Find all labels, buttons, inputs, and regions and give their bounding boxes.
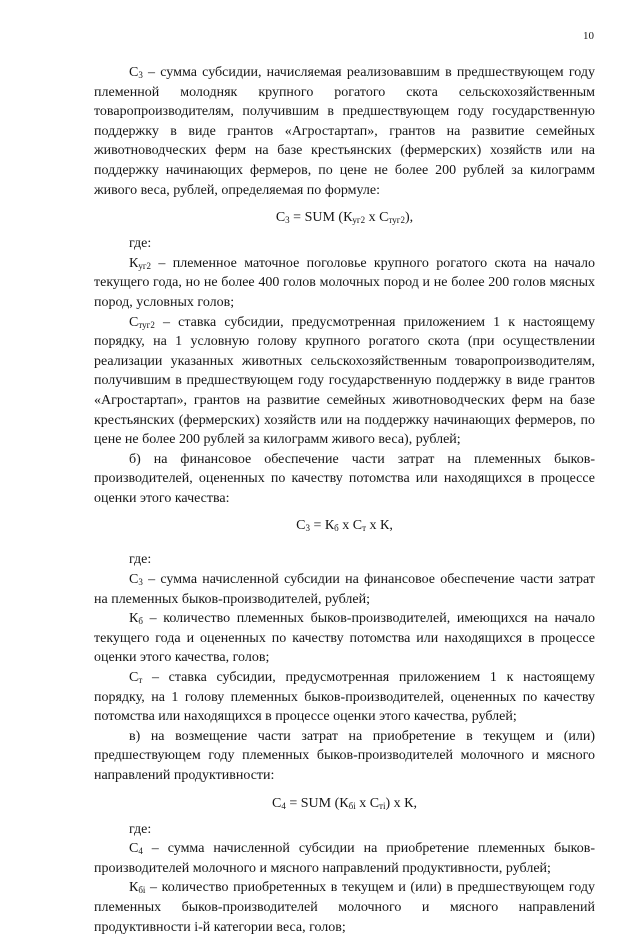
formula-c4-sum: $С_4$ = SUM ($К_{бi}$ х $С_{тi}$) х К,	[272, 795, 417, 811]
paragraph-c3-bulls-definition: $С_3$ – сумма начисленной субсидии на финансовое обеспечение части затрат на племенных быков-производителей, рублей;	[94, 572, 595, 607]
paragraph-kbi-definition: $К_{бi}$ – количество приобретенных в текущем и (или) в предшествующем году племенных быков-производителей молочного и мясного направлений продуктивности i-й категории веса, голов;	[94, 880, 595, 935]
paragraph-kb-definition: $К_б$ – количество племенных быков-производителей, имеющихся на начало текущего года и оцененных по качеству потомства или находящихся в процессе оценки этого качества, голов;	[94, 611, 595, 666]
paragraph-kug2-definition: $К_{уг2}$ – племенное маточное поголовье крупного рогатого скота на начало текущего года, но не более 400 голов молочных пород и не более 200 голов мясных пород, условных голов;	[94, 255, 595, 310]
paragraph-ct-definition: $С_т$ – ставка субсидии, предусмотренная приложением 1 к настоящему порядку, на 1 голову племенных быков-производителей, оцененных по качеству потомства или находящихся в процессе оценки этого качества, рублей;	[94, 670, 595, 725]
where-label: где:	[129, 236, 152, 252]
document-body	[94, 63, 595, 937]
where-label: где:	[129, 821, 152, 837]
paragraph-c3-definition: $С_3$ – сумма субсидии, начисляемая реализовавшим в предшествующем году племенной молодняк крупного рогатого скота сельскохозяйственным товаропроизводителям, получившим в предшествующем году государственную поддержку в виде грантов «Агростартап», грантов на развитие семейных животноводческих ферм на базе крестьянских (фермерских) хозяйств или на поддержку начинающих фермеров, по цене не более 200 рублей за килограмм живого веса, рублей, определяемая по формуле:	[94, 65, 595, 198]
where-label: где:	[129, 552, 152, 568]
paragraph-item-v: в) на возмещение части затрат на приобретение в текущем и (или) предшествующем году племенных быков-производителей молочного и мясного направлений продуктивности:	[94, 728, 595, 783]
formula-c3-product: $С_3 = К_б$ х $С_т$ х К,	[296, 518, 393, 534]
formula-c3-sum: $С_3$ = SUM ($К_{уг2}$ х $С_{туг2}$),	[275, 210, 414, 226]
page-number: 10	[583, 30, 594, 42]
paragraph-c4-definition: $С_4$ – сумма начисленной субсидии на приобретение племенных быков-производителей молочного и мясного направлений продуктивности, рублей;	[94, 841, 595, 876]
paragraph-ctug2-definition: $С_{туг2}$ – ставка субсидии, предусмотренная приложением 1 к настоящему порядку, на 1 условную голову крупного рогатого скота (при осуществлении реализации указанных животных сельскохозяйственным товаропроизводителям, получившим в предшествующем году государственную поддержку в виде грантов «Агростартап», грантов на развитие семейных животноводческих ферм на базе крестьянских (фермерских) хозяйств или на поддержку начинающих фермеров, по цене не более 200 рублей за килограмм живого веса), рублей;	[94, 314, 595, 448]
paragraph-item-b: б) на финансовое обеспечение части затрат на племенных быков-производителей, оцененных по качеству потомства или находящихся в процессе оценки этого качества:	[94, 451, 595, 506]
